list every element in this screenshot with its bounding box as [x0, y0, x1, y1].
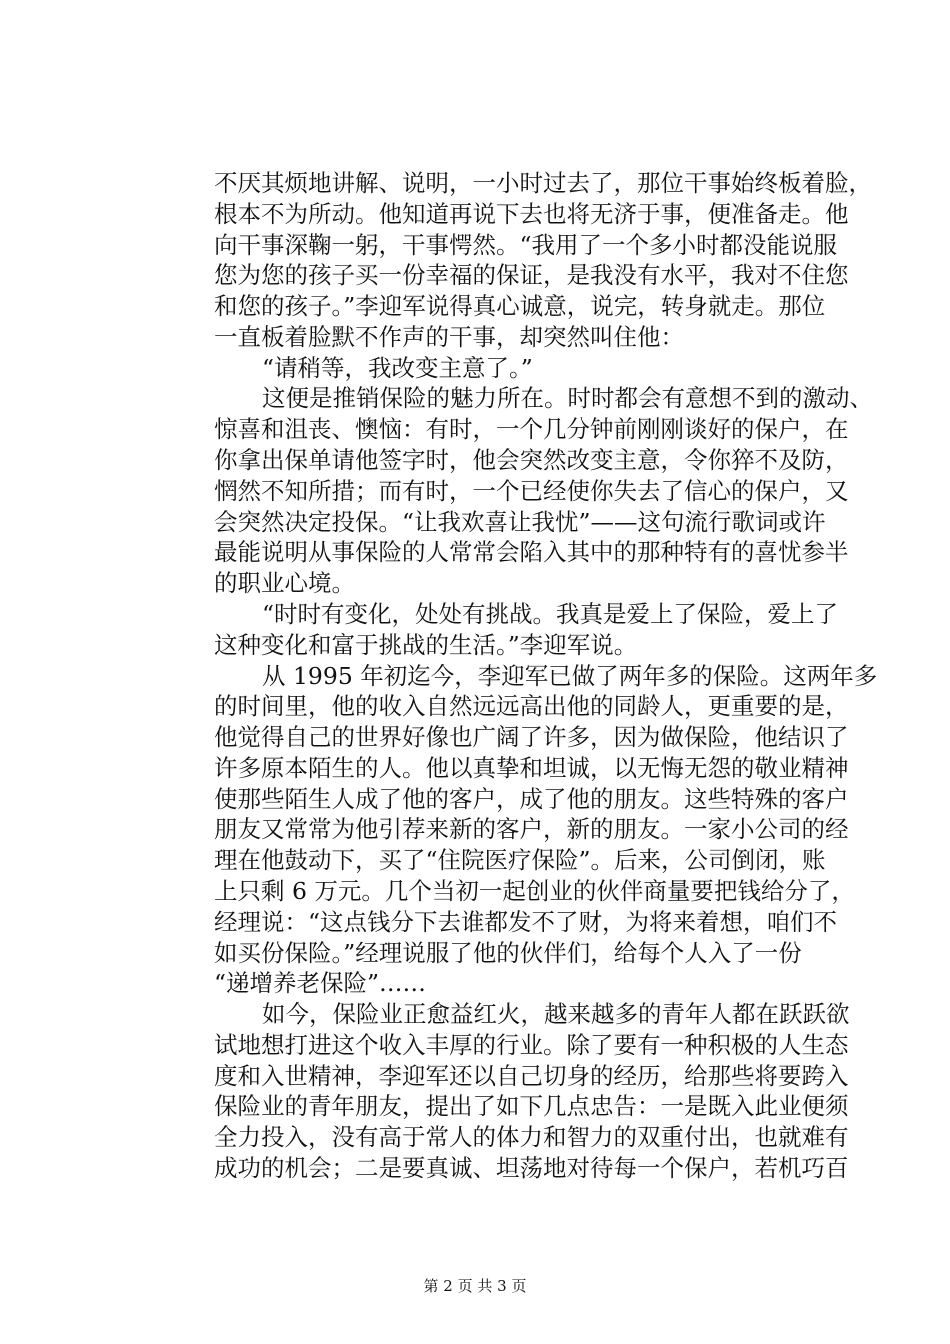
text-line: 的职业心境。	[214, 569, 355, 597]
text-line: 理在他鼓动下，买了“住院医疗保险”。后来，公司倒闭，账	[214, 846, 826, 874]
page-footer: 第 2 页 共 3 页	[423, 1277, 527, 1295]
text-line: “请稍等，我改变主意了。”	[262, 354, 533, 382]
text-line: 惘然不知所措；而有时，一个已经使你失去了信心的保户，又	[214, 477, 849, 505]
text-line: 的时间里，他的收入自然远远高出他的同龄人，更重要的是，	[214, 692, 849, 720]
text-line: 不厌其烦地讲解、说明，一小时过去了，那位干事始终板着脸，	[214, 169, 872, 197]
text-line: 会突然决定投保。“让我欢喜让我忧”——这句流行歌词或许	[214, 508, 826, 536]
text-line: 许多原本陌生的人。他以真挚和坦诚，以无悔无怨的敬业精神	[214, 754, 849, 782]
text-line: 从 1995 年初迄今，李迎军已做了两年多的保险。这两年多	[262, 662, 878, 690]
text-line: 使那些陌生人成了他的客户，成了他的朋友。这些特殊的客户	[214, 785, 849, 813]
text-line: 你拿出保单请他签字时，他会突然改变主意，令你猝不及防，	[214, 446, 849, 474]
text-line: 如买份保险。”经理说服了他的伙伴们，给每个人入了一份	[214, 939, 802, 967]
text-line: 这便是推销保险的魅力所在。时时都会有意想不到的激动、	[262, 384, 873, 412]
text-line: 和您的孩子。”李迎军说得真心诚意，说完，转身就走。那位	[214, 292, 826, 320]
text-line: “递增养老保险”……	[214, 969, 427, 997]
text-line: 向干事深鞠一躬，干事愕然。“我用了一个多小时都没能说服	[214, 231, 838, 259]
text-line: 最能说明从事保险的人常常会陷入其中的那种特有的喜忧参半	[214, 538, 849, 566]
text-line: 上只剩 6 万元。几个当初一起创业的伙伴商量要把钱给分了，	[214, 877, 855, 905]
text-line: 他觉得自己的世界好像也广阔了许多，因为做保险，他结识了	[214, 723, 849, 751]
text-line: 这种变化和富于挑战的生活。”李迎军说。	[214, 631, 638, 659]
text-line: 试地想打进这个收入丰厚的行业。除了要有一种积极的人生态	[214, 1031, 849, 1059]
text-line: 如今，保险业正愈益红火，越来越多的青年人都在跃跃欲	[262, 1000, 850, 1028]
text-line: 一直板着脸默不作声的干事，却突然叫住他：	[214, 323, 684, 351]
text-line: 全力投入，没有高于常人的体力和智力的双重付出，也就难有	[214, 1123, 849, 1151]
text-line: 经理说：“这点钱分下去谁都发不了财，为将来着想，咱们不	[214, 908, 838, 936]
text-line: 度和入世精神，李迎军还以自己切身的经历，给那些将要跨入	[214, 1062, 849, 1090]
text-line: 保险业的青年朋友，提出了如下几点忠告：一是既入此业便须	[214, 1092, 849, 1120]
text-line: “时时有变化，处处有挑战。我真是爱上了保险，爱上了	[262, 600, 839, 628]
text-line: 惊喜和沮丧、懊恼：有时，一个几分钟前刚刚谈好的保户，在	[214, 415, 849, 443]
text-line: 朋友又常常为他引荐来新的客户，新的朋友。一家小公司的经	[214, 815, 849, 843]
text-line: 您为您的孩子买一份幸福的保证，是我没有水平，我对不住您	[214, 261, 849, 289]
text-line: 成功的机会；二是要真诚、坦荡地对待每一个保户，若机巧百	[214, 1154, 849, 1182]
text-line: 根本不为所动。他知道再说下去也将无济于事，便准备走。他	[214, 200, 849, 228]
